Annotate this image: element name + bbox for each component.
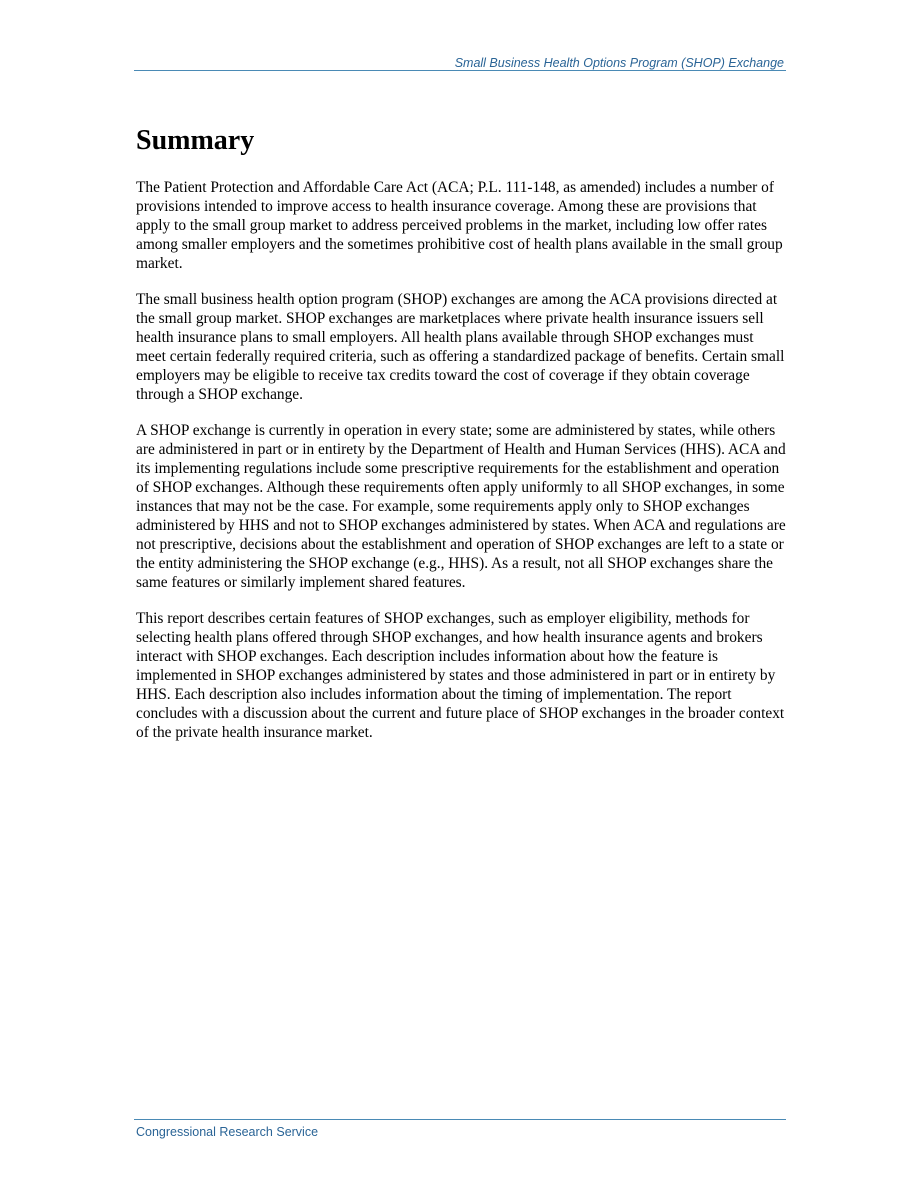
paragraph: The small business health option program (SHOP) exchanges are among the ACA provisions directed at the small group market. SHOP exchanges are marketplaces where private health insurance issuers sell health insurance plans to small employers. All health plans available through SHOP exchanges must meet certain federally required criteria, such as offering a standardized package of benefits. Certain small employers may be eligible to receive tax credits toward the cost of coverage if they obtain coverage through a SHOP exchange.: [136, 291, 785, 403]
running-header: [134, 54, 786, 71]
section-title: Summary: [136, 125, 255, 156]
running-header-title: Small Business Health Options Program (SHOP) Exchange: [454, 56, 784, 70]
paragraph: This report describes certain features of SHOP exchanges, such as employer eligibility, methods for selecting health plans offered through SHOP exchanges, and how health insurance agents and brokers interact with SHOP exchanges. Each description includes information about how the feature is implemented in SHOP exchanges administered by states and those administered in part or in entirety by HHS. Each description also includes information about the timing of implementation. The report concludes with a discussion about the current and future place of SHOP exchanges in the broader context of the private health insurance market.: [136, 610, 785, 741]
paragraph: A SHOP exchange is currently in operation in every state; some are administered by states, while others are administered in part or in entirety by the Department of Health and Human Services (HHS). ACA and its implementing regulations include some prescriptive requirements for the establishment and operation of SHOP exchanges. Although these requirements often apply uniformly to all SHOP exchanges, in some instances that may not be the case. For example, some requirements apply only to SHOP exchanges administered by HHS and not to SHOP exchanges administered by states. When ACA and regulations are not prescriptive, decisions about the establishment and operation of SHOP exchanges are left to a state or the entity administering the SHOP exchange (e.g., HHS). As a result, not all SHOP exchanges share the same features or similarly implement shared features.: [136, 422, 786, 591]
paragraph: The Patient Protection and Affordable Care Act (ACA; P.L. 111-148, as amended) includes a number of provisions intended to improve access to health insurance coverage. Among these are provisions that apply to the small group market to address perceived problems in the market, including low offer rates among smaller employers and the sometimes prohibitive cost of health plans available in the small group market.: [136, 179, 783, 272]
running-footer: [134, 1119, 786, 1141]
summary-body: [136, 178, 786, 759]
footer-publisher: Congressional Research Service: [136, 1125, 319, 1139]
